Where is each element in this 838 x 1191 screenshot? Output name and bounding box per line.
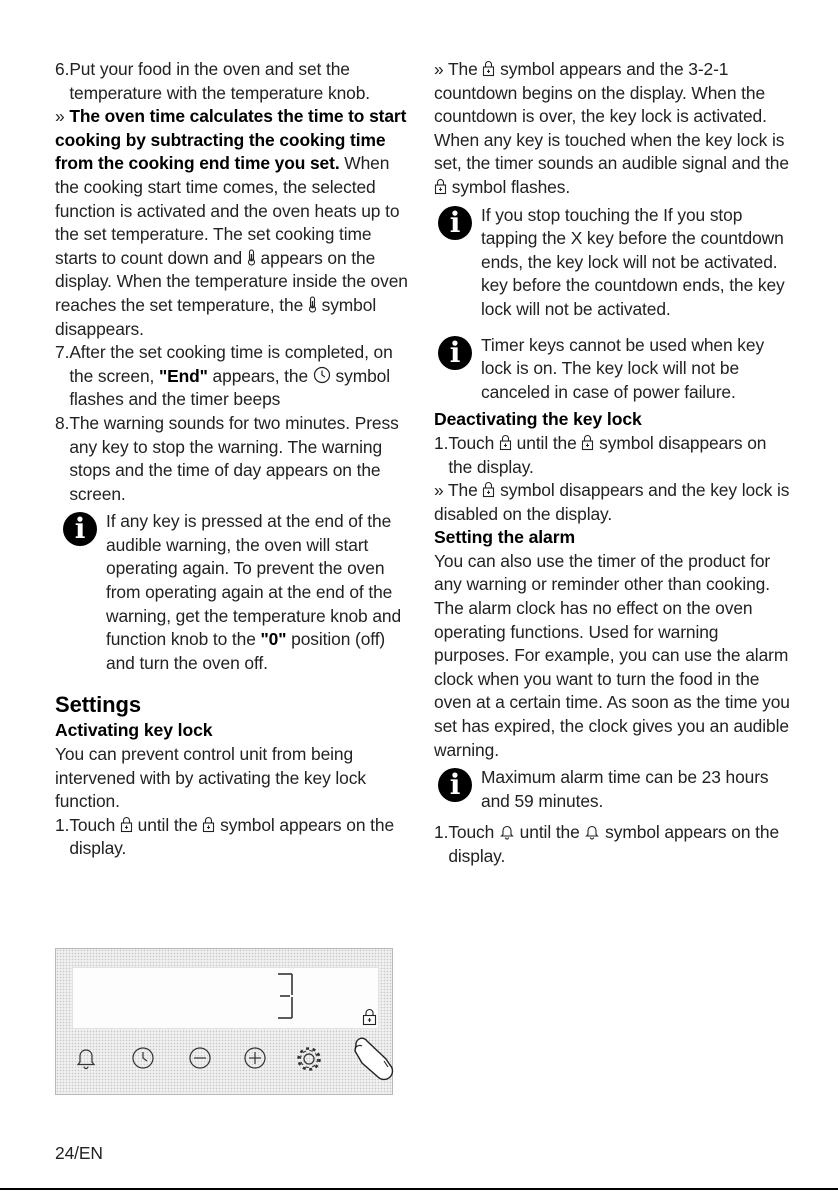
note-text-part: position (off) and turn the oven off.	[106, 629, 386, 673]
page-number: 24/EN	[55, 1143, 103, 1163]
alarm-heading: Setting the alarm	[434, 527, 576, 548]
step-text-part: appears, the	[207, 365, 313, 386]
note-text: Timer keys cannot be used when key lock is on. The key lock will not be canceled in case of power failure.	[481, 334, 765, 402]
note-text	[106, 510, 415, 675]
step-text	[448, 821, 790, 868]
step-7	[55, 341, 415, 412]
activating-step-1	[55, 814, 415, 861]
left-column	[55, 58, 415, 861]
step-number: 6.	[55, 59, 70, 79]
step-number: 1.	[55, 814, 70, 835]
paragraph-disabled	[434, 479, 790, 526]
panel-display	[72, 967, 379, 1029]
seven-segment-digit	[275, 971, 297, 1028]
minus-key[interactable]	[187, 1045, 213, 1078]
step-text-part: Touch	[448, 822, 499, 843]
right-column	[434, 58, 790, 869]
step-text-part: Touch	[448, 432, 499, 453]
note-text: If you stop touching the If you stop tapping the X key before the countdown ends, the key lock will not be activated. key before the countdown ends, the key lock will not be activated.	[481, 204, 785, 319]
step-number: 1.	[434, 432, 449, 453]
step-text-part: Touch	[69, 814, 120, 835]
note-text: Maximum alarm time can be 23 hours and 59 minutes.	[481, 767, 769, 811]
result-marker: » The	[434, 480, 483, 501]
bell-icon	[499, 823, 515, 840]
bold-statement: The oven time calculates the time to start cooking by subtracting the cooking time from the cooking end time you set.	[55, 106, 407, 174]
thermometer-icon	[247, 249, 256, 266]
clock-icon	[313, 366, 331, 384]
paragraph-text: symbol flashes.	[447, 176, 571, 197]
info-note	[63, 510, 415, 675]
end-label: "End"	[158, 365, 208, 386]
control-panel-illustration	[55, 948, 393, 1095]
paragraph-text: symbol disappears.	[55, 294, 377, 339]
paragraph-text: When the cooking start time comes, the selected function is activated and the oven heats up to the set temperature. The set cooking time starts to count down and	[55, 153, 400, 268]
result-marker: » The	[434, 59, 483, 79]
step-number: 7.	[55, 342, 70, 363]
finger-touch-icon	[342, 1037, 394, 1090]
key-lock-icon	[482, 60, 495, 77]
deactivating-step-1	[434, 432, 790, 479]
key-lock-icon	[581, 434, 594, 451]
activating-text: You can prevent control unit from being intervened with by activating the key lock function.	[55, 744, 366, 812]
step-text-part: symbol appears on the display.	[448, 822, 780, 866]
settings-key[interactable]	[295, 1045, 323, 1080]
key-lock-icon	[362, 1008, 377, 1033]
step-text-part: After the set cooking time is completed, on the screen,	[69, 342, 393, 386]
step-number: 8.	[55, 412, 70, 433]
step-text-part: symbol flashes and the timer beeps	[69, 365, 390, 410]
info-note	[438, 766, 790, 813]
step-6	[55, 58, 415, 105]
zero-label: "0"	[260, 629, 287, 650]
key-lock-icon	[499, 434, 512, 451]
alarm-paragraph-1: You can also use the timer of the product for any warning or reminder other than cooking.	[434, 550, 771, 595]
step-text-part: symbol disappears on the display.	[448, 432, 767, 477]
step-text-part: until the	[132, 814, 203, 835]
paragraph-text: appears on the display. When the temperature inside the oven reaches the set temperature, the	[55, 247, 408, 315]
alarm-step-1	[434, 821, 790, 868]
paragraph-text: symbol appears and the 3-2-1 countdown begins on the display. When the countdown is over, the key lock is activated. When any key is touched when the key lock is set, the timer sounds an audible signal and the	[434, 59, 789, 174]
activating-key-lock-heading: Activating key lock	[55, 720, 213, 741]
key-lock-icon	[482, 481, 495, 498]
plus-key[interactable]	[242, 1045, 268, 1078]
key-lock-icon	[202, 816, 215, 833]
bell-key[interactable]	[74, 1045, 98, 1078]
step-text-part: until the	[511, 432, 582, 453]
key-lock-icon	[434, 178, 447, 195]
info-icon: i	[438, 336, 472, 370]
paragraph-oven-time	[55, 105, 415, 341]
step-text-part: symbol appears on the display.	[69, 814, 395, 859]
step-text: Put your food in the oven and set the temperature with the temperature knob.	[69, 59, 371, 103]
info-icon: i	[63, 512, 97, 546]
note-text-part: If any key is pressed at the end of the audible warning, the oven will start operating again. To prevent the oven from operating again at the end of the warning, get the temperature knob and function knob to the	[106, 511, 402, 650]
deactivating-heading: Deactivating the key lock	[434, 409, 642, 430]
step-text	[448, 432, 790, 479]
info-note	[438, 334, 790, 405]
result-marker: »	[55, 106, 70, 127]
step-text: The warning sounds for two minutes. Press any key to stop the warning. The warning stops and the time of day appears on the screen.	[69, 412, 399, 504]
step-text	[69, 814, 415, 861]
panel-keys	[56, 1045, 394, 1085]
bottom-rule	[0, 1188, 838, 1190]
thermometer-icon	[308, 296, 317, 313]
alarm-paragraph-2: The alarm clock has no effect on the oven operating functions. Used for warning purposes. For example, you can use the alarm clock when you want to turn the food in the oven at a certain time. As soon as the time you set has expired, the clock gives you an audible warning.	[434, 598, 790, 760]
clock-key[interactable]	[130, 1045, 156, 1078]
info-icon: i	[438, 206, 472, 240]
step-text-part: until the	[514, 822, 585, 843]
paragraph-text: symbol disappears and the key lock is disabled on the display.	[434, 480, 790, 524]
info-icon: i	[438, 768, 472, 802]
step-number: 1.	[434, 822, 449, 843]
paragraph-countdown	[434, 58, 790, 200]
bell-icon	[584, 823, 600, 840]
step-8	[55, 412, 415, 506]
key-lock-icon	[120, 816, 133, 833]
settings-heading: Settings	[55, 692, 141, 718]
info-note	[438, 204, 790, 322]
step-text	[69, 341, 415, 412]
